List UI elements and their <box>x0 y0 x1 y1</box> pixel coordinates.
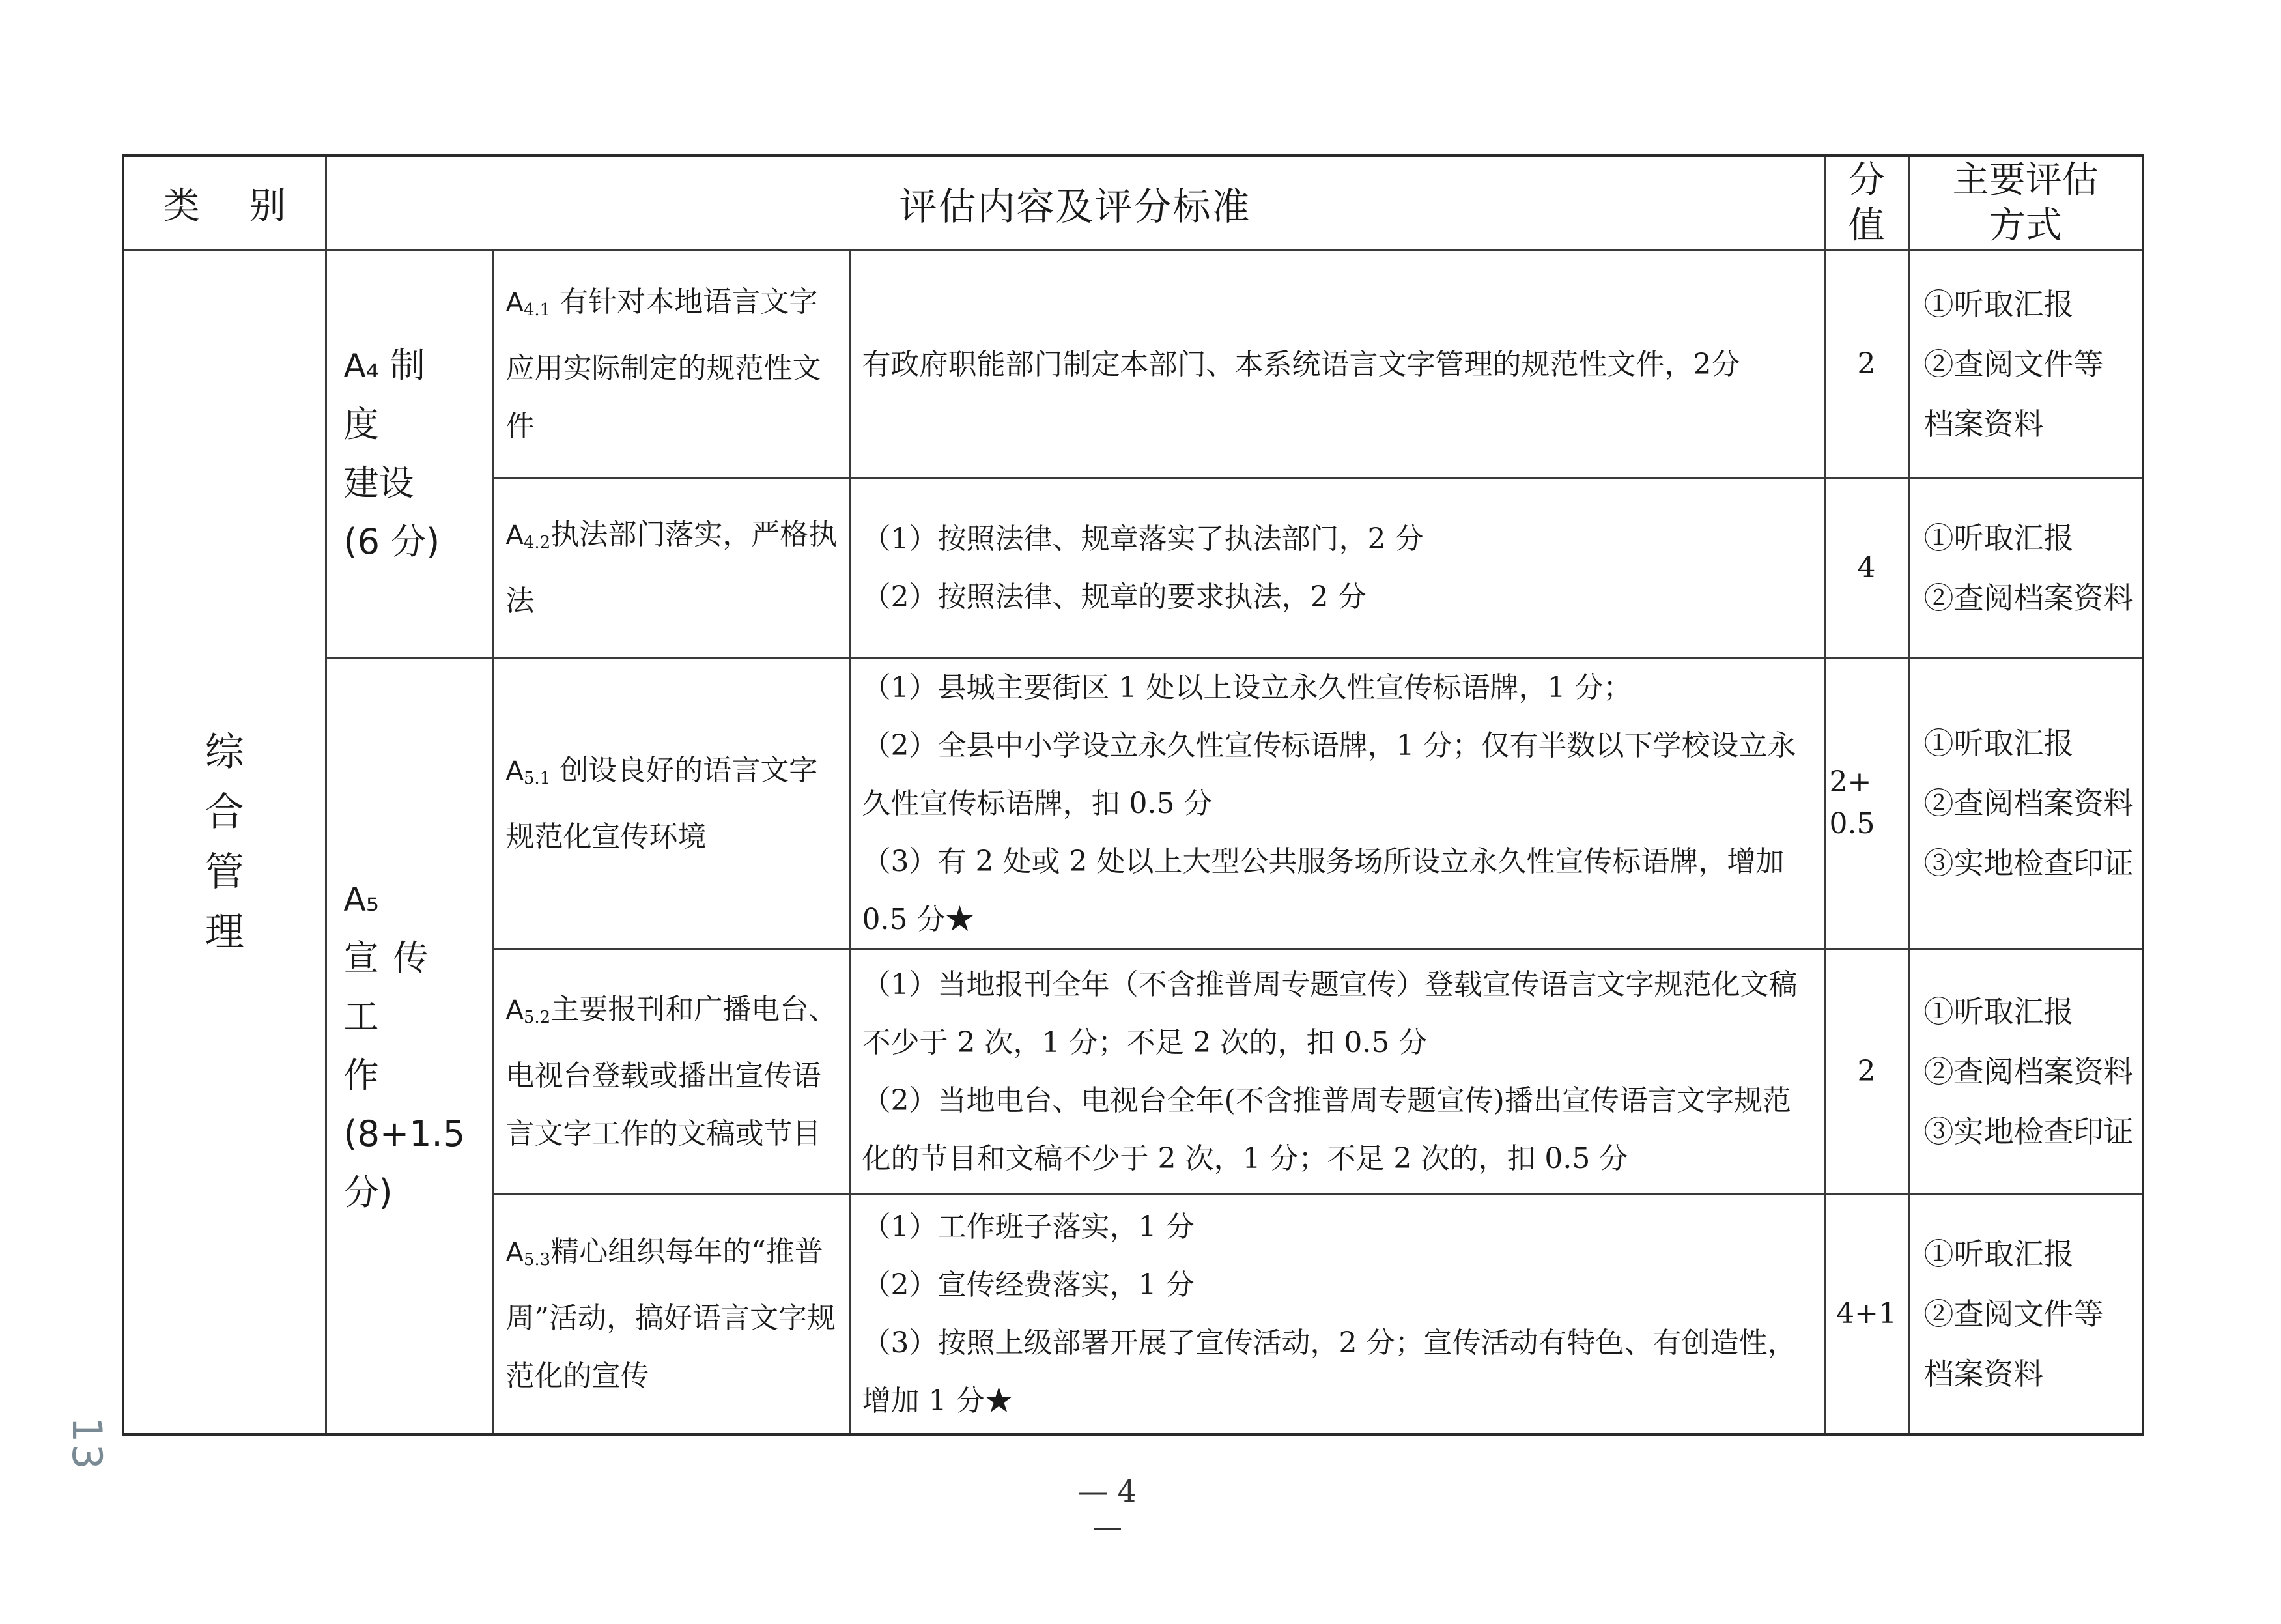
side-stamp-mark: 13 <box>63 1417 111 1471</box>
score-a5-3: 4+1 <box>1824 1193 1908 1434</box>
criteria-a4-1: 有政府职能部门制定本部门、本系统语言文字管理的规范性文件，2分 <box>849 250 1824 478</box>
group-a4: A₄ 制度 建设 (6 分) <box>326 250 493 657</box>
method-a5-1: ①听取汇报 ②查阅档案资料 ③实地检查印证 <box>1908 657 2143 949</box>
method-a4-1: ①听取汇报 ②查阅文件等 档案资料 <box>1908 250 2143 478</box>
method-a5-3: ①听取汇报 ②查阅文件等 档案资料 <box>1908 1193 2143 1434</box>
table-row <box>123 657 2143 949</box>
criteria-a5-3: （1）工作班子落实，1 分 （2）宣传经费落实，1 分 （3）按照上级部署开展了宣传活动，2 分；宣传活动有特色、有创造性，增加 1 分★ <box>849 1193 1824 1434</box>
score-a5-1: 2+ 0.5 <box>1824 657 1908 949</box>
header-method: 主要评估 方式 <box>1908 156 2143 250</box>
table-row <box>123 250 2143 478</box>
item-a5-1: $A_{5.1}$ 创设良好的语言文字规范化宣传环境 <box>493 657 849 949</box>
header-score: 分 值 <box>1824 156 1908 250</box>
score-a4-1: 2 <box>1824 250 1908 478</box>
item-a5-3: $A_{5.3}$精心组织每年的“推普周”活动，搞好语言文字规范化的宣传 <box>493 1193 849 1434</box>
header-content: 评估内容及评分标准 <box>326 156 1824 250</box>
category-label: 综 合 管 理 <box>205 729 244 955</box>
page-number: — 4 — <box>1078 1474 1137 1544</box>
criteria-a5-2: （1）当地报刊全年（不含推普周专题宣传）登载宣传语言文字规范化文稿不少于 2 次，1 分；不足 2 次的，扣 0.5 分 （2）当地电台、电视台全年(不含推普周专题宣传)播出宣传语言文字规范化的节目和文稿不少于 2 次，1 分；不足 2 次的，扣 0.5 分 <box>849 949 1824 1193</box>
table-header-row <box>123 156 2143 250</box>
item-a4-2: $A_{4.2}$执法部门落实，严格执法 <box>493 478 849 657</box>
score-a4-2: 4 <box>1824 478 1908 657</box>
criteria-a5-1: （1）县城主要街区 1 处以上设立永久性宣传标语牌，1 分； （2）全县中小学设立永久性宣传标语牌，1 分；仅有半数以下学校设立永久性宣传标语牌，扣 0.5 分 （3）有 2 处或 2 处以上大型公共服务场所设立永久性宣传标语牌，增加 0.5 分★ <box>849 657 1824 949</box>
method-a5-2: ①听取汇报 ②查阅档案资料 ③实地检查印证 <box>1908 949 2143 1193</box>
category-cell <box>123 250 326 1434</box>
group-a5: A₅ 宣传工 作 (8+1.5 分) <box>326 657 493 1434</box>
criteria-a4-2: （1）按照法律、规章落实了执法部门，2 分 （2）按照法律、规章的要求执法，2 分 <box>849 478 1824 657</box>
item-a4-1: $A_{4.1}$ 有针对本地语言文字应用实际制定的规范性文件 <box>493 250 849 478</box>
header-category: 类 别 <box>123 156 326 250</box>
evaluation-table <box>122 154 2144 1436</box>
method-a4-2: ①听取汇报 ②查阅档案资料 <box>1908 478 2143 657</box>
score-a5-2: 2 <box>1824 949 1908 1193</box>
item-a5-2: $A_{5.2}$主要报刊和广播电台、电视台登载或播出宣传语言文字工作的文稿或节目 <box>493 949 849 1193</box>
